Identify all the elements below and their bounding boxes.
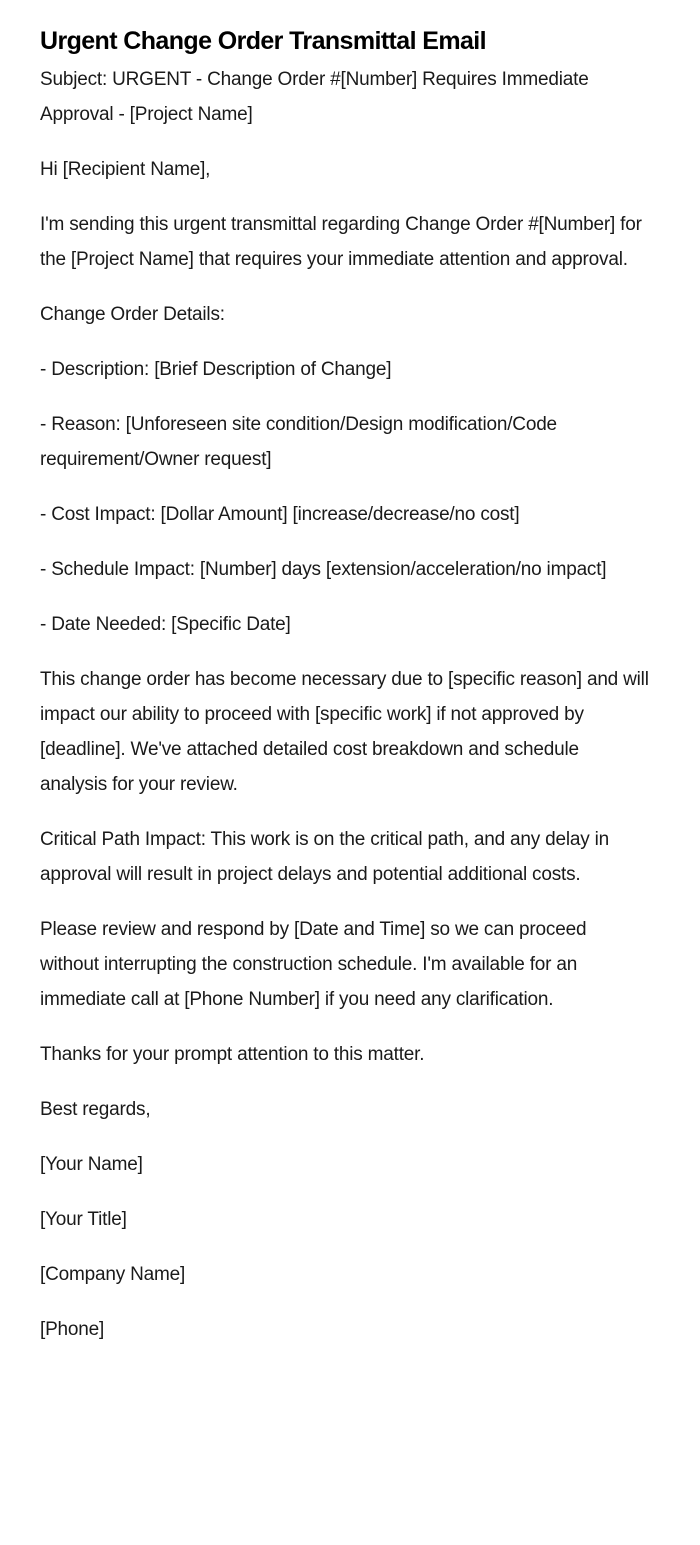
signature-name: [Your Name] — [40, 1154, 143, 1175]
signature-company: [Company Name] — [40, 1264, 186, 1285]
closing: Best regards, — [40, 1099, 151, 1120]
intro-paragraph: I'm sending this urgent transmittal regarding Change Order #[Number] for the [Project Name] that requires your immediate attention and approval. — [40, 214, 642, 270]
greeting: Hi [Recipient Name], — [40, 159, 211, 180]
critical-path-paragraph: Critical Path Impact: This work is on the critical path, and any delay in approval will result in project delays and potential additional costs. — [40, 829, 610, 885]
details-heading: Change Order Details: — [40, 304, 225, 325]
detail-schedule-impact: - Schedule Impact: [Number] days [extension/acceleration/no impact] — [40, 559, 607, 580]
signature-title: [Your Title] — [40, 1209, 127, 1230]
document-title: Urgent Change Order Transmittal Email — [40, 27, 486, 55]
signature-phone: [Phone] — [40, 1319, 105, 1340]
thanks-line: Thanks for your prompt attention to this matter. — [40, 1044, 425, 1065]
detail-cost-impact: - Cost Impact: [Dollar Amount] [increase/decrease/no cost] — [40, 504, 520, 525]
request-paragraph: Please review and respond by [Date and Time] so we can proceed without interrupting the construction schedule. I'm available for an immediate call at [Phone Number] if you need any clarification. — [40, 919, 587, 1010]
subject-line: Subject: URGENT - Change Order #[Number] Requires Immediate Approval - [Project Name] — [40, 69, 589, 125]
detail-reason: - Reason: [Unforeseen site condition/Design modification/Code requirement/Owner request] — [40, 414, 557, 470]
detail-date-needed: - Date Needed: [Specific Date] — [40, 614, 291, 635]
necessity-paragraph: This change order has become necessary due to [specific reason] and will impact our ability to proceed with [specific work] if not approved by [deadline]. We've attached detailed cost breakdown and schedule analysis for your review. — [40, 669, 649, 795]
detail-description: - Description: [Brief Description of Change] — [40, 359, 392, 380]
